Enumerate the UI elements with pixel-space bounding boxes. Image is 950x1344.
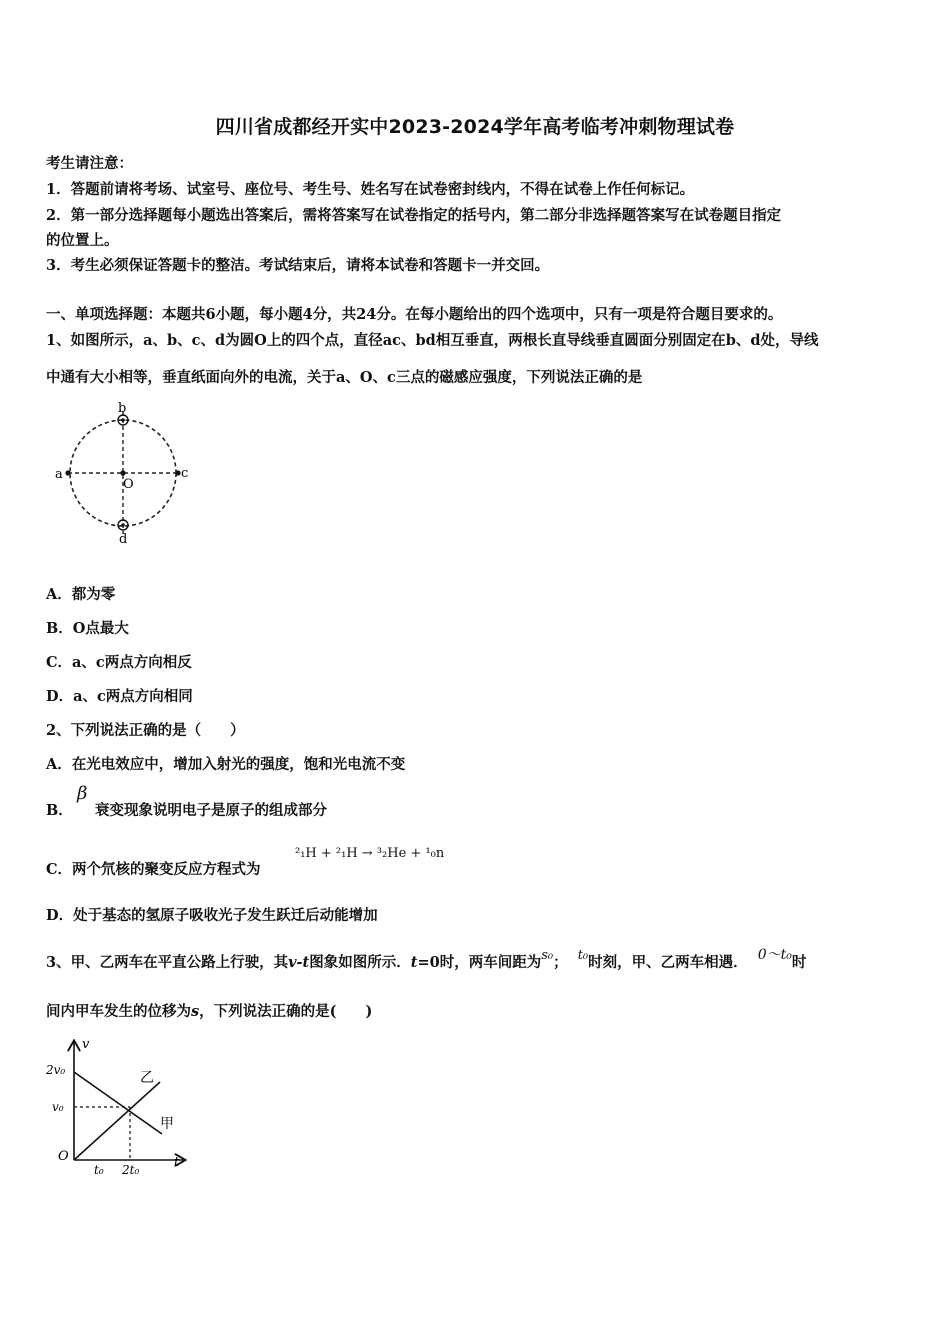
label-a: a <box>55 467 63 482</box>
q2-option-b-text: 衰变现象说明电子是原子的组成部分 <box>95 802 327 819</box>
q3-text-7: ，下列说法正确的是( ) <box>199 1003 373 1020</box>
q1-circle-figure <box>50 398 200 548</box>
q3-s0: s₀ <box>541 948 554 963</box>
q3-s: s <box>191 1003 200 1020</box>
fusion-equation: ²₁H + ²₁H → ³₂He + ¹₀n <box>295 846 445 861</box>
q1-option-b: B．O点最大 <box>46 620 129 637</box>
q2-option-a: A．在光电效应中，增加入射光的强度，饱和光电流不变 <box>46 756 406 773</box>
page-title: 四川省成都经开实中2023-2024学年高考临考冲刺物理试卷 <box>215 116 735 138</box>
notice-item-2: 2．第一部分选择题每小题选出答案后，需将答案写在试卷指定的括号内，第二部分非选择题答案写在试卷题目指定 <box>46 207 782 224</box>
label-c: c <box>181 466 189 481</box>
tick-2t0: 2t₀ <box>122 1163 140 1176</box>
q3-text-3: =0时，两车间距为 <box>417 954 542 971</box>
tick-t0: t₀ <box>94 1163 104 1176</box>
q1-stem-line1: 1、如图所示，a、b、c、d为圆O上的四个点，直径ac、bd相互垂直，两根长直导线垂直圆面分别固定在b、d处，导线 <box>46 332 819 349</box>
y-axis-label: v <box>82 1037 90 1052</box>
q3-sep: ； <box>553 954 568 971</box>
q3-t0: t₀ <box>577 948 589 963</box>
label-jia: 甲 <box>160 1116 174 1132</box>
q3-text-1: 3、甲、乙两车在平直公路上行驶，其 <box>46 954 289 971</box>
section-heading: 一、单项选择题：本题共6小题，每小题4分，共24分。在每小题给出的四个选项中，只有一项是符合题目要求的。 <box>46 306 783 323</box>
notice-item-3: 3．考生必须保证答题卡的整洁。考试结束后，请将本试卷和答题卡一并交回。 <box>46 257 550 274</box>
tick-2v0: 2v₀ <box>46 1063 66 1077</box>
q3-stem-line1 <box>46 947 807 972</box>
q2-option-d: D．处于基态的氢原子吸收光子发生跃迁后动能增加 <box>46 907 378 924</box>
notice-heading: 考生请注意： <box>46 155 133 172</box>
beta-symbol: β <box>77 783 88 804</box>
q3-stem-line2 <box>46 1000 372 1021</box>
point-c <box>175 470 180 475</box>
q3-text-5: 时 <box>791 954 807 971</box>
q1-option-d: D．a、c两点方向相同 <box>46 688 193 705</box>
q3-text-4: 时刻，甲、乙两车相遇． <box>588 954 748 971</box>
origin-label: O <box>58 1149 69 1164</box>
label-yi: 乙 <box>140 1070 154 1086</box>
series-yi-line <box>74 1082 160 1160</box>
point-a <box>65 470 70 475</box>
q3-vt-graph <box>44 1036 204 1176</box>
q1-option-c: C．a、c两点方向相反 <box>46 654 192 671</box>
q3-range: 0～t₀ <box>757 947 792 963</box>
q2-stem: 2、下列说法正确的是（ ） <box>46 722 245 739</box>
q1-option-a: A．都为零 <box>46 586 116 603</box>
q3-text-2: 图象如图所示． <box>309 954 411 971</box>
q3-t: t <box>410 954 418 971</box>
q3-vt: v-t <box>288 954 310 971</box>
label-d: d <box>119 532 128 547</box>
x-axis-label: t <box>174 1155 180 1170</box>
tick-v0: v₀ <box>52 1100 64 1114</box>
notice-item-1: 1．答题前请将考场、试室号、座位号、考生号、姓名写在试卷密封线内，不得在试卷上作任何标记。 <box>46 181 695 198</box>
q2-option-c: C．两个氘核的聚变反应方程式为 <box>46 861 261 878</box>
q3-text-6: 间内甲车发生的位移为 <box>46 1003 191 1020</box>
label-b: b <box>118 401 127 416</box>
q2-option-b-label: B． <box>46 802 73 819</box>
q1-stem-line2: 中通有大小相等，垂直纸面向外的电流，关于a、O、c三点的磁感应强度，下列说法正确的是 <box>46 369 643 386</box>
notice-item-2-cont: 的位置上。 <box>46 232 119 249</box>
point-o <box>120 470 125 475</box>
label-o: O <box>123 477 134 492</box>
